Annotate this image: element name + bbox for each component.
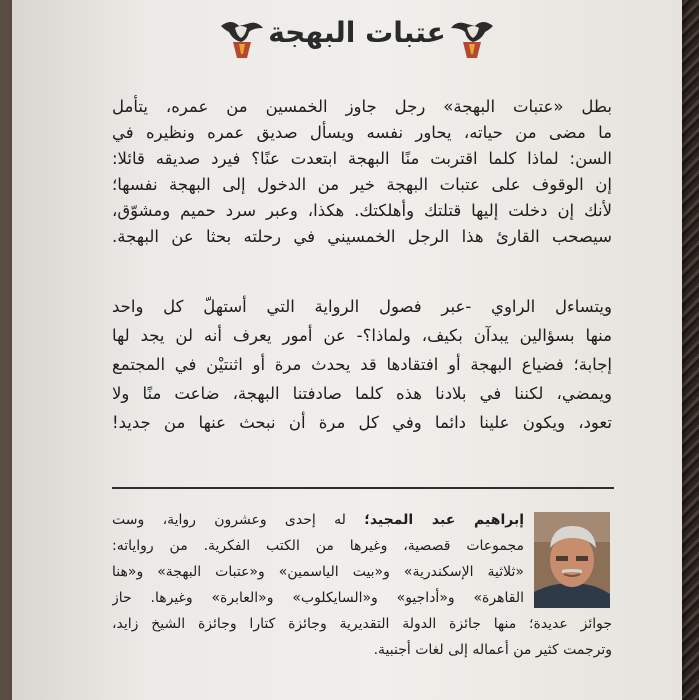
background-carpet	[679, 0, 699, 700]
bio-line: القاهرة» و«أداجيو» و«السايكلوب» و«العابرة» وغيرها. حاز	[112, 590, 524, 606]
title-header	[217, 10, 497, 62]
author-bio-narrow	[112, 507, 524, 611]
bio-line	[112, 507, 524, 533]
bio-line: وترجمت كثير من أعماله إلى لغات أجنبية.	[373, 642, 612, 658]
author-name: إبراهيم عبد المجيد؛	[364, 512, 524, 528]
text-line: لأنك إن دخلت إليها قتلتك وأهلكتك. هكذا، وعبر سرد حميم ومشوّق،	[112, 201, 612, 220]
bio-line: «ثلاثية الإسكندرية» و«بيت الياسمين» و«عتبات البهجة» و«هنا	[112, 564, 524, 580]
section-divider	[112, 487, 614, 489]
bio-line: مجموعات قصصية، وغيرها من الكتب الفكرية. من رواياته:	[112, 538, 524, 554]
text-line: بطل «عتبات البهجة» رجل جاوز الخمسين من عمره، يتأمل	[112, 97, 612, 116]
synopsis-paragraph-2	[112, 292, 612, 437]
bird-ornament-icon	[447, 14, 497, 60]
text-line: ما مضى من حياته، يحاور نفسه ويسأل صديق عمره ونظيره في	[112, 123, 612, 142]
text-line: السن: لماذا كلما اقتربت منًا البهجة ابتعدت عنًا؟ فيرد صديقه قائلا:	[112, 149, 612, 168]
synopsis-paragraph-1	[112, 94, 612, 250]
text-line: منها بسؤالين يبدآن بكيف، ولماذا؟- عن أمور يعرف أنه لن يجد لها	[112, 326, 612, 345]
text-line: سيصحب القارئ هذا الرجل الخمسيني في رحلته بحثا عن البهجة.	[112, 227, 612, 246]
text-line: تعود، ويكون علينا دائما وفي كل مرة أن نبحث عنها من جديد!	[112, 413, 612, 432]
text-line: إن الوقوف على عتبات البهجة خير من الدخول إلى البهجة نفسها؛	[112, 175, 612, 194]
bio-text: له إحدى وعشرون رواية، وست	[112, 512, 346, 528]
book-back-cover	[12, 0, 682, 700]
bird-ornament-icon	[217, 14, 267, 60]
author-photo	[534, 512, 610, 608]
text-line: إجابة؛ فضياع البهجة أو افتقادها قد يحدث مرة أو اثنتيْن في المجتمع	[112, 355, 612, 374]
bio-line: جوائز عديدة؛ منها جائزة الدولة التقديرية وجائزة كتارا وجائزة الشيخ زايد،	[112, 616, 612, 632]
book-title: عتبات البهجة	[268, 16, 446, 49]
author-bio-wide	[112, 611, 612, 663]
text-line: ويمضي، لكننا في بلادنا هذه كلما صادفتنا البهجة، ضاعت منًا ولا	[112, 384, 612, 403]
author-portrait-icon	[534, 512, 610, 608]
text-line: ويتساءل الراوي -عبر فصول الرواية التي أستهلّ كل واحد	[112, 297, 612, 316]
